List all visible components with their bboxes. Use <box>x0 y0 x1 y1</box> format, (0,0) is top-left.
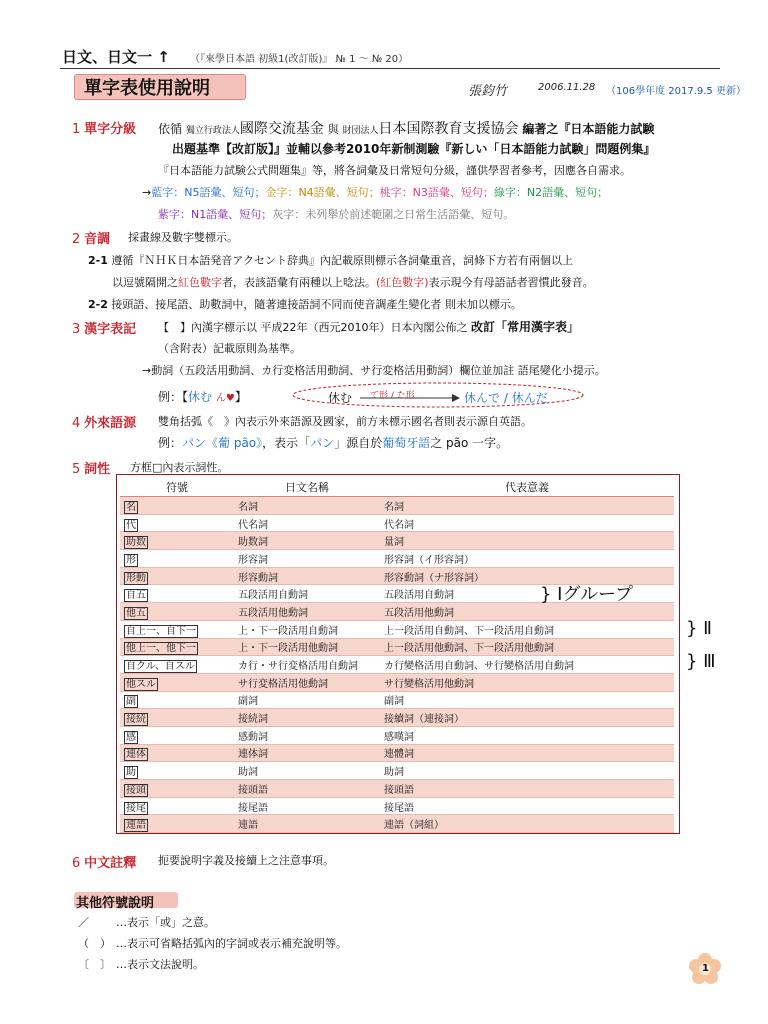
s2-item2 <box>88 296 522 312</box>
pos-symbol: 形動 <box>126 572 146 584</box>
table-row <box>120 691 674 709</box>
s1-text: 與 <box>327 123 339 136</box>
pos-symbol-cell <box>120 603 234 621</box>
pos-meaning: 接尾語 <box>380 797 674 815</box>
s5-line1: 方框□內表示詞性。 <box>130 461 229 474</box>
section-title: 音調 <box>84 232 111 247</box>
page-number: 1 <box>702 963 709 974</box>
level-label: 桃字 <box>379 186 402 199</box>
s3-line1 <box>158 318 579 335</box>
s1-levels-2 <box>158 206 514 222</box>
pos-symbol-cell <box>120 638 234 656</box>
s3-example <box>158 388 247 405</box>
section-title: 漢字表記 <box>84 322 137 337</box>
s1-line2: 出題基準【改訂版】』並輔以參考2010年新制測驗『新しい「日本語能力試験」問題例集』 <box>172 142 656 156</box>
level-text: ：N1語彙、短句； <box>180 208 273 221</box>
oval-mid: て形 / た形 <box>370 391 415 401</box>
s2-text: 接頭語、接尾語、助數詞中，隨著連接語詞不同而使音調產生變化者 則未加以標示。 <box>111 298 522 311</box>
pos-jp-name: 上・下一段活用他動詞 <box>234 638 380 656</box>
others-text: …表示「或」之意。 <box>116 916 215 929</box>
table-row <box>120 673 674 691</box>
s4-blue: パン《葡 pão》 <box>182 436 263 450</box>
pos-symbol-cell <box>120 585 234 603</box>
pos-meaning: 五段活用他動詞 <box>380 603 674 621</box>
pos-symbol-cell <box>120 780 234 798</box>
others-symbol: ／ <box>78 916 89 929</box>
section-title: 詞性 <box>84 462 111 477</box>
pos-symbol-cell <box>120 726 234 744</box>
pos-meaning: 上一段活用他動詞、下一段活用他動詞 <box>380 638 674 656</box>
group-1-label: } Ⅰグループ <box>540 584 634 605</box>
s1-text: 財団法人 <box>342 126 379 136</box>
s1-line1 <box>158 118 654 138</box>
pos-jp-name: 接尾語 <box>234 797 380 815</box>
s1-levels <box>142 184 608 200</box>
level-label: 金字 <box>265 186 288 199</box>
s2-line1: 採畫線及數字雙標示。 <box>128 231 238 244</box>
section-2-heading <box>72 228 110 247</box>
s3-text: 】 <box>234 390 247 404</box>
pos-table <box>120 478 674 833</box>
s2-text: 以逗號隔開之 <box>112 276 178 289</box>
pos-meaning: 連語（詞組） <box>380 815 674 833</box>
s2-item1-cont <box>112 274 594 290</box>
s1-line3: 『日本語能力試験公式問題集』等，將各詞彙及日常短句分級，謹供學習者參考，因應各自需求。 <box>158 164 631 177</box>
section-number: 4 <box>72 416 81 431</box>
table-row <box>120 762 674 780</box>
pos-meaning: 上一段活用自動詞、下一段活用自動詞 <box>380 620 674 638</box>
page-title: 單字表使用說明 <box>84 78 210 99</box>
pos-jp-name: カ行・サ行変格活用自動詞 <box>234 656 380 674</box>
s1-org: 日本国際教育支援協会 <box>378 121 519 137</box>
pos-symbol: 連語 <box>126 820 146 832</box>
level-text: ：N2語彙、短句； <box>515 186 609 199</box>
s3-example-mark: ん♥ <box>215 393 235 404</box>
header-rule <box>60 68 720 69</box>
level-label: 紫字 <box>158 208 180 221</box>
pos-jp-name: 代名詞 <box>234 514 380 532</box>
level-text: ：N3語彙、短句； <box>401 186 494 199</box>
s3-text-bold: 改訂「常用漢字表」 <box>471 320 580 334</box>
oval-right <box>464 389 548 406</box>
table-row <box>120 550 674 568</box>
pos-meaning: 助詞 <box>380 762 674 780</box>
col-header-jp: 日文名稱 <box>234 478 380 497</box>
pos-meaning: 名詞 <box>380 497 674 515</box>
pos-symbol: 接続 <box>126 714 146 726</box>
s2-red: 紅色數字 <box>178 276 222 289</box>
pos-symbol: 助 <box>126 767 136 779</box>
level-label: 藍字 <box>151 186 174 199</box>
table-row <box>120 514 674 532</box>
section-6-heading <box>72 852 136 871</box>
col-header-symbol: 符號 <box>120 478 234 497</box>
table-row <box>120 797 674 815</box>
level-text: ：未列舉於前述範圍之日常生活語彙、短句。 <box>294 208 515 221</box>
table-row <box>120 744 674 762</box>
section-number: 5 <box>72 462 81 477</box>
pos-jp-name: 上・下一段活用自動詞 <box>234 620 380 638</box>
section-number: 3 <box>72 322 81 337</box>
section-number: 6 <box>72 856 81 871</box>
table-row <box>120 709 674 727</box>
pos-jp-name: 助詞 <box>234 762 380 780</box>
table-row <box>120 497 674 515</box>
pos-symbol-cell <box>120 691 234 709</box>
pos-meaning: 量詞 <box>380 532 674 550</box>
section-1-heading <box>72 118 136 137</box>
pos-symbol-cell <box>120 567 234 585</box>
pos-jp-name: 名詞 <box>234 497 380 515</box>
s4-text: 例： <box>158 436 183 450</box>
item-number: 2-2 <box>88 298 108 311</box>
pos-meaning: 代名詞 <box>380 514 674 532</box>
s3-line3: →動詞（五段活用動詞、カ行変格活用動詞、サ行変格活用動詞）欄位並加註 語尾變化小提示。 <box>142 364 606 377</box>
s4-blue: パン <box>310 436 335 450</box>
date: 2006.11.28 <box>538 82 596 93</box>
oval-left: 休む <box>328 391 353 405</box>
pos-meaning: 接續詞（連接詞） <box>380 709 674 727</box>
oval-right-b: / 休んだ <box>500 391 548 405</box>
section-number: 1 <box>72 122 81 137</box>
pos-jp-name: 五段活用他動詞 <box>234 603 380 621</box>
date-update: （106學年度 2017.9.5 更新） <box>606 86 746 97</box>
level-label: 綠字 <box>493 186 516 199</box>
table-row <box>120 815 674 833</box>
header-series: 日文、日文一 ↑ <box>62 48 170 66</box>
pos-symbol: 助数 <box>126 537 146 549</box>
col-header-meaning: 代表意義 <box>380 478 674 497</box>
pos-jp-name: 感動詞 <box>234 726 380 744</box>
pos-symbol-cell <box>120 497 234 515</box>
pos-meaning: 形容動詞（ナ形容詞） <box>380 567 674 585</box>
s4-line1: 雙角括弧《 》內表示外來語源及國家，前方未標示國名者則表示源自英語。 <box>158 415 532 428</box>
section-number: 2 <box>72 232 81 247</box>
pos-jp-name: 連語 <box>234 815 380 833</box>
s2-item1 <box>88 252 573 268</box>
pos-symbol: 接尾 <box>126 802 146 814</box>
s4-blue: 葡萄牙語 <box>382 436 431 450</box>
pos-symbol: 他上一、他下一 <box>126 643 196 655</box>
section-4-heading <box>72 412 136 431</box>
s6-line1: 扼要說明字義及接續上之注意事項。 <box>158 854 334 867</box>
level-text: ：N4語彙、短句； <box>287 186 380 199</box>
table-row <box>120 726 674 744</box>
s4-text: ，表示「 <box>262 436 311 450</box>
pos-meaning: 形容詞（イ形容詞） <box>380 550 674 568</box>
pos-symbol: 代 <box>126 519 136 531</box>
pos-symbol: 他五 <box>126 607 146 619</box>
pos-symbol-cell <box>120 797 234 815</box>
arrow-icon: → <box>142 186 152 199</box>
pos-meaning: 感嘆詞 <box>380 726 674 744</box>
pos-symbol: 連体 <box>126 749 146 761</box>
table-row <box>120 620 674 638</box>
pos-jp-name: サ行変格活用他動詞 <box>234 673 380 691</box>
pos-symbol-cell <box>120 744 234 762</box>
pos-symbol: 自上一、自下一 <box>126 625 196 637</box>
pos-jp-name: 五段活用自動詞 <box>234 585 380 603</box>
group-3-label: } Ⅲ <box>686 651 716 672</box>
pos-jp-name: 助数詞 <box>234 532 380 550</box>
s1-text: 獨立行政法人 <box>185 126 240 136</box>
pos-meaning: 接頭語 <box>380 780 674 798</box>
pos-jp-name: 副詞 <box>234 691 380 709</box>
pos-meaning: サ行變格活用他動詞 <box>380 673 674 691</box>
pos-symbol-cell <box>120 620 234 638</box>
pos-meaning: 五段活用自動詞 <box>380 585 674 603</box>
s3-line2: （含附表）記載原則為基準。 <box>158 342 301 355</box>
pos-symbol: 名 <box>126 501 136 513</box>
section-5-heading <box>72 458 110 477</box>
others-symbol: 〔 〕 <box>78 958 111 971</box>
s1-org: 國際交流基金 <box>239 121 324 137</box>
table-row <box>120 532 674 550</box>
pos-symbol-cell <box>120 550 234 568</box>
pos-symbol-cell <box>120 673 234 691</box>
pos-jp-name: 接続詞 <box>234 709 380 727</box>
pos-symbol: 自五 <box>126 590 146 602</box>
pos-symbol-cell <box>120 709 234 727</box>
pos-symbol-cell <box>120 815 234 833</box>
s4-text: 之 pão 一字。 <box>430 436 509 450</box>
pos-symbol-cell <box>120 762 234 780</box>
table-row <box>120 656 674 674</box>
s1-text: 依循 <box>158 122 183 136</box>
table-row <box>120 780 674 798</box>
s3-example-word: 休む <box>188 390 213 404</box>
pos-symbol-cell <box>120 532 234 550</box>
pos-meaning: 連體詞 <box>380 744 674 762</box>
others-text: …表示文法說明。 <box>116 958 204 971</box>
s3-text: 例：【 <box>158 390 189 404</box>
pos-symbol: 形 <box>126 554 136 566</box>
others-title: 其他符號說明 <box>76 896 155 911</box>
others-text: …表示可省略括弧內的字詞或表示補充說明等。 <box>116 937 347 950</box>
group-2-label: } Ⅱ <box>686 618 713 639</box>
pos-symbol: 副 <box>126 696 136 708</box>
pos-symbol: 他スル <box>126 678 156 690</box>
section-title: 中文註釋 <box>84 856 137 871</box>
item-number: 2-1 <box>88 254 108 267</box>
table-header-row <box>120 478 674 497</box>
s3-text: 【 】內漢字標示以 平成22年（西元2010年）日本內閣公佈之 <box>158 321 468 334</box>
table-row <box>120 638 674 656</box>
pos-meaning: 副詞 <box>380 691 674 709</box>
pos-symbol: 自クル、自スル <box>126 661 195 673</box>
pos-meaning: カ行變格活用自動詞、サ行變格活用自動詞 <box>380 656 674 674</box>
pos-symbol-cell <box>120 514 234 532</box>
others-symbol: （ ） <box>78 937 111 950</box>
s2-text: 遵循『ＮＨＫ日本語発音アクセント辞典』內記載原則標示各詞彙重音，詞條下方若有兩個以上 <box>111 254 574 267</box>
s2-red: (紅色數字) <box>376 276 429 289</box>
section-3-heading <box>72 318 136 337</box>
section-title: 單字分級 <box>84 122 137 137</box>
pos-symbol: 接頭 <box>126 784 146 796</box>
level-text: ：N5語彙、短句； <box>173 186 266 199</box>
pos-jp-name: 形容詞 <box>234 550 380 568</box>
pos-jp-name: 形容動詞 <box>234 567 380 585</box>
header-source: （『來學日本語 初級1(改訂版)』 № 1 ～ № 20） <box>190 54 409 65</box>
section-title: 外來語源 <box>84 416 137 431</box>
pos-symbol-cell <box>120 656 234 674</box>
pos-symbol: 感 <box>126 731 136 743</box>
s4-text: 」源自於 <box>334 436 383 450</box>
s1-text: 編著之『日本語能力試験 <box>522 122 655 136</box>
pos-jp-name: 連体詞 <box>234 744 380 762</box>
oval-right-a: 休んで <box>464 391 501 405</box>
s2-text: 表示現今有母語話者習慣此發音。 <box>428 276 594 289</box>
level-label: 灰字 <box>272 208 295 221</box>
pos-jp-name: 接頭語 <box>234 780 380 798</box>
author: 張鈞竹 <box>468 84 508 99</box>
s4-example <box>158 434 508 451</box>
s2-text: 者，表該語彙有兩種以上唸法。 <box>222 276 376 289</box>
